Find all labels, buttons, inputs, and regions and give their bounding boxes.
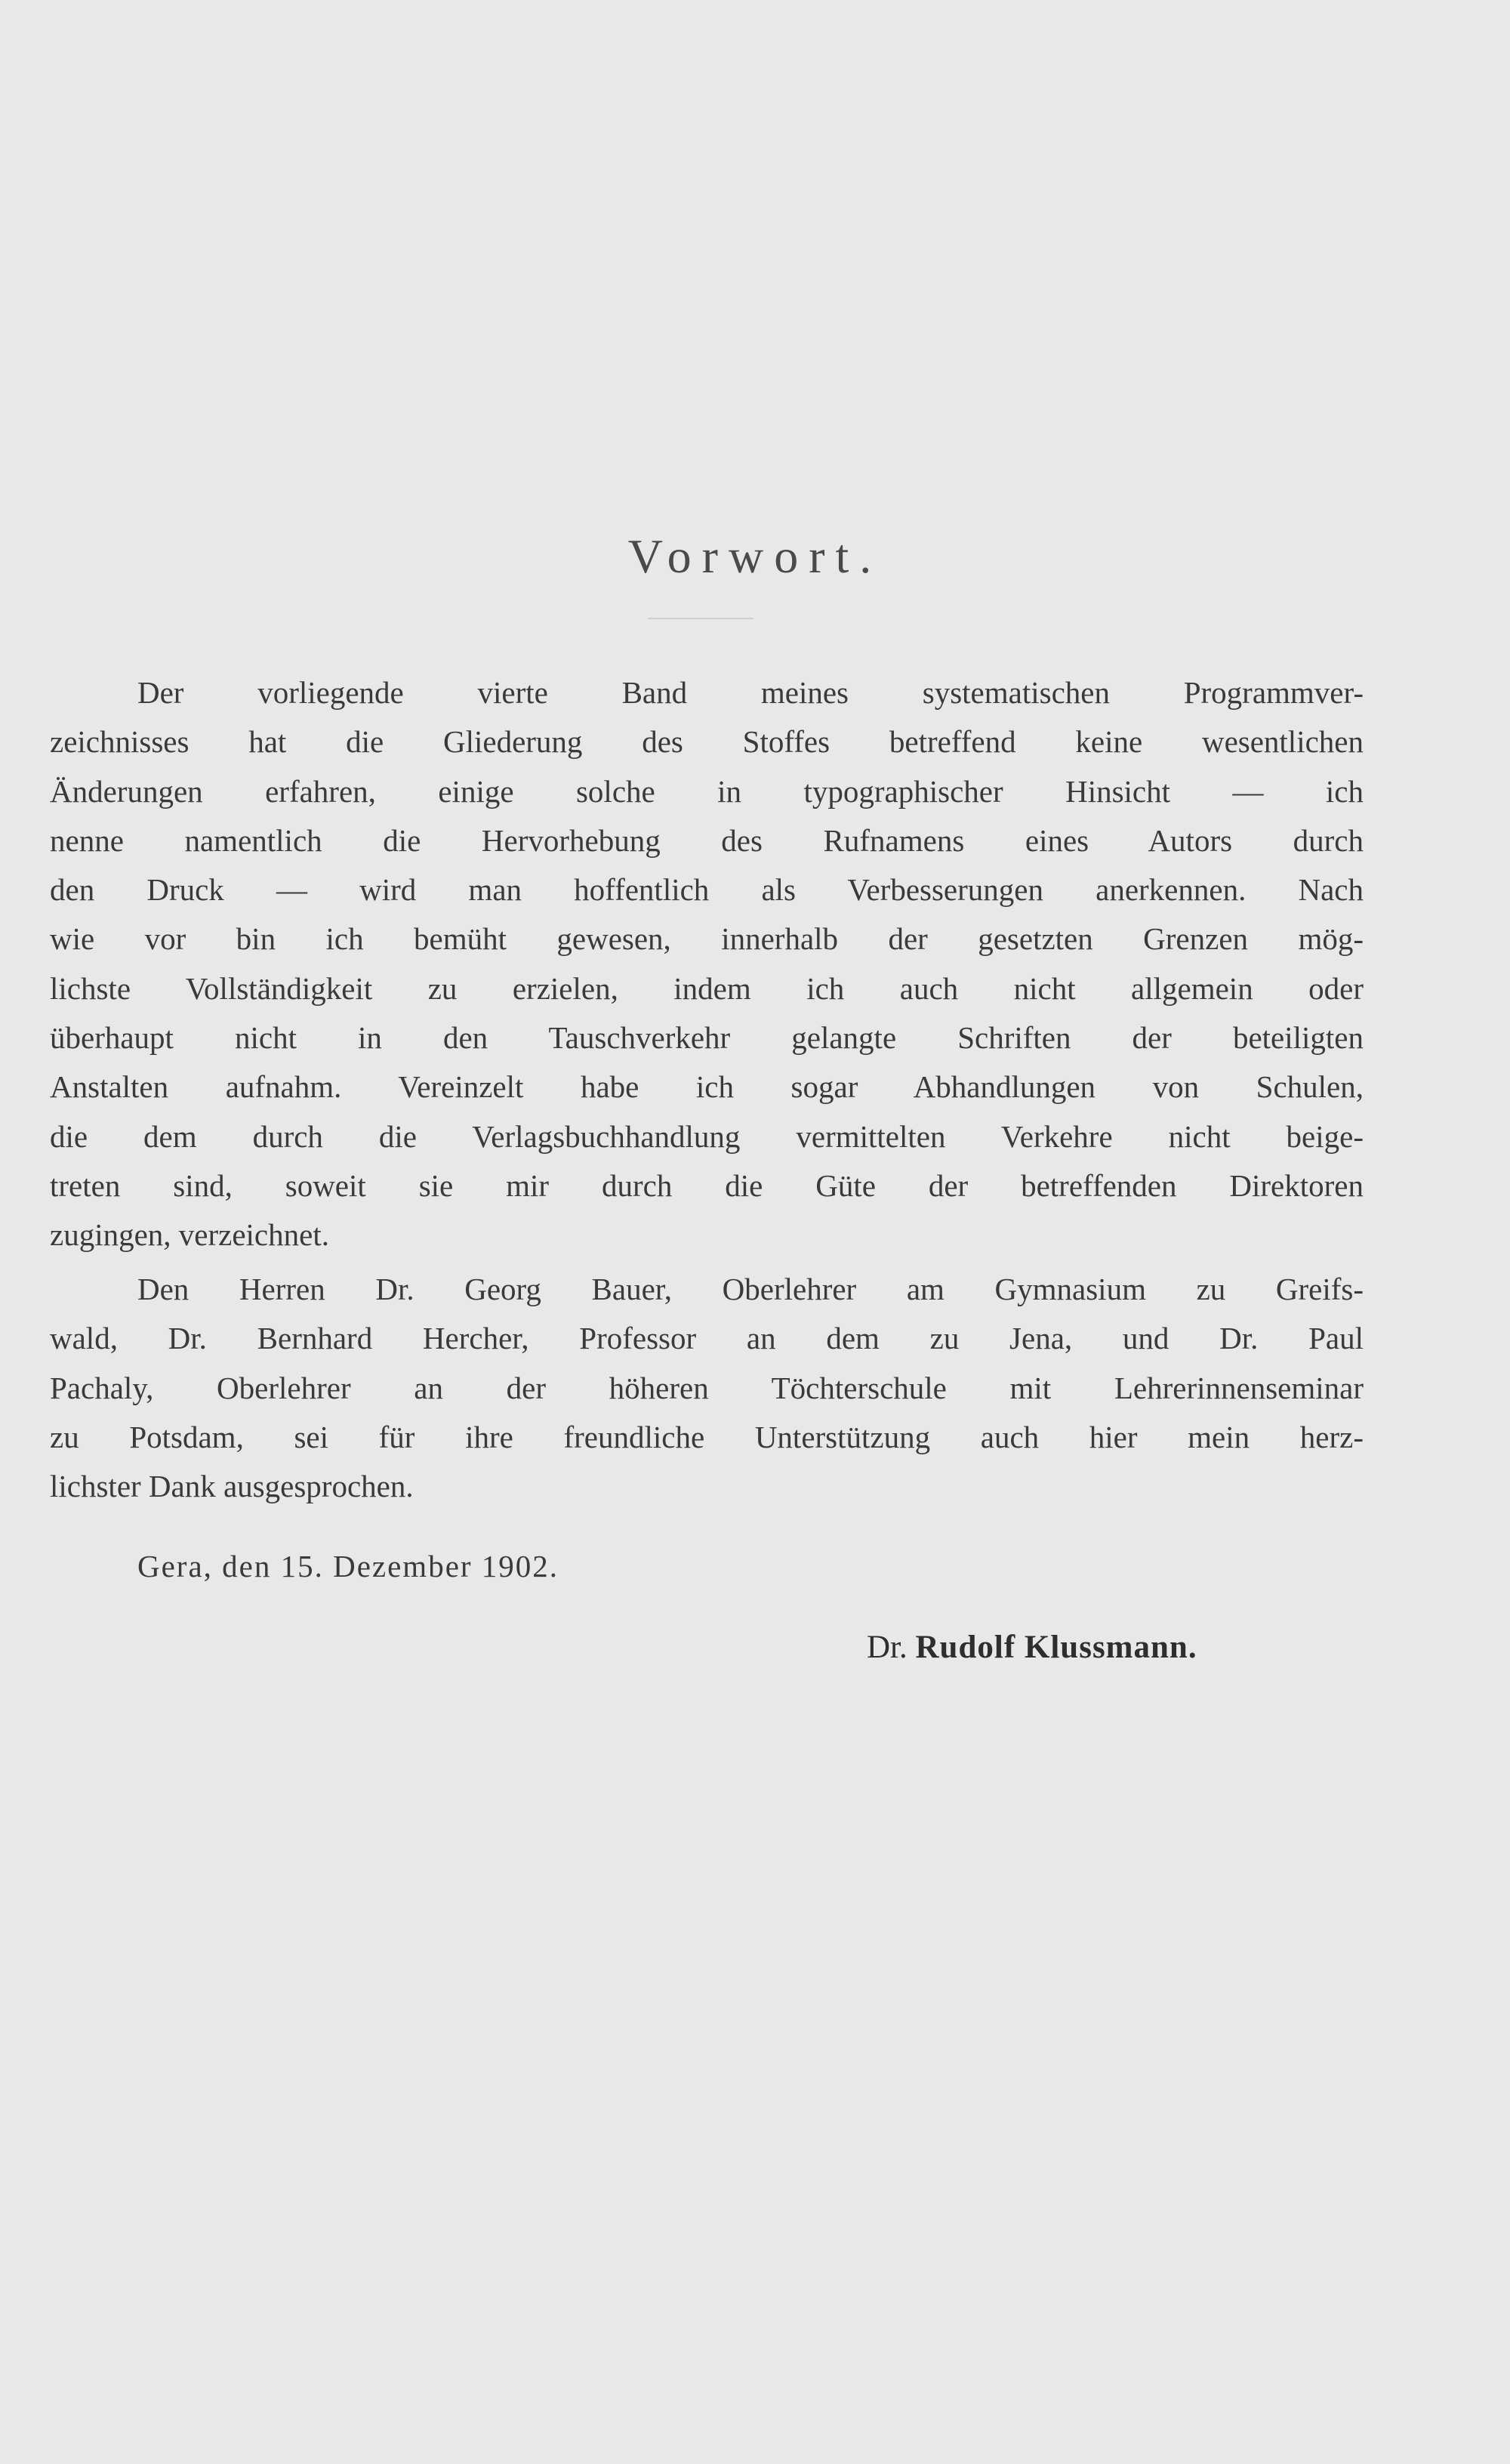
text-line: zugingen, verzeichnet. [50,1217,329,1253]
text-line: lichste Vollständigkeit zu erzielen, indem ich auch nicht allgemein oder [50,970,1364,1006]
text-line: den Druck — wird man hoffentlich als Verbesserungen anerkennen. Nach [50,872,1364,908]
text-line: nenne namentlich die Hervorhebung des Rufnamens eines Autors durch [50,822,1364,858]
text-line: treten sind, soweit sie mir durch die Güte der betreffenden Direktoren [50,1167,1364,1203]
title-divider [648,618,753,619]
signature-prefix: Dr. [867,1630,908,1665]
text-line: Der vorliegende vierte Band meines systematischen Programmver- [137,675,1364,710]
text-line: lichster Dank ausgesprochen. [50,1469,414,1504]
text-line: Änderungen erfahren, einige solche in typographischer Hinsicht — ich [50,773,1364,809]
text-line: wie vor bin ich bemüht gewesen, innerhalb der gesetzten Grenzen mög- [50,921,1364,957]
date-line: Gera, den 15. Dezember 1902. [137,1549,559,1584]
text-line: wald, Dr. Bernhard Hercher, Professor an dem zu Jena, und Dr. Paul [50,1321,1364,1356]
text-line: Den Herren Dr. Georg Bauer, Oberlehrer am Gymnasium zu Greifs- [137,1272,1364,1306]
page-title: Vorwort. [627,529,883,583]
text-line: überhaupt nicht in den Tauschverkehr gelangte Schriften der beteiligten [50,1020,1364,1056]
text-line: zu Potsdam, sei für ihre freundliche Unterstützung auch hier mein herz- [50,1419,1364,1454]
signature [867,1629,1197,1666]
signature-name: Rudolf Klussmann. [915,1630,1197,1665]
paragraph-2 [50,1265,1364,1511]
paragraph-1 [50,668,1364,1260]
text-line: die dem durch die Verlagsbuchhandlung vermittelten Verkehre nicht beige- [50,1118,1364,1154]
text-line: Anstalten aufnahm. Vereinzelt habe ich sogar Abhandlungen von Schulen, [50,1069,1364,1105]
text-line: zeichnisses hat die Gliederung des Stoffes betreffend keine wesentlichen [50,724,1364,760]
text-line: Pachaly, Oberlehrer an der höheren Töchterschule mit Lehrerinnenseminar [50,1370,1364,1405]
